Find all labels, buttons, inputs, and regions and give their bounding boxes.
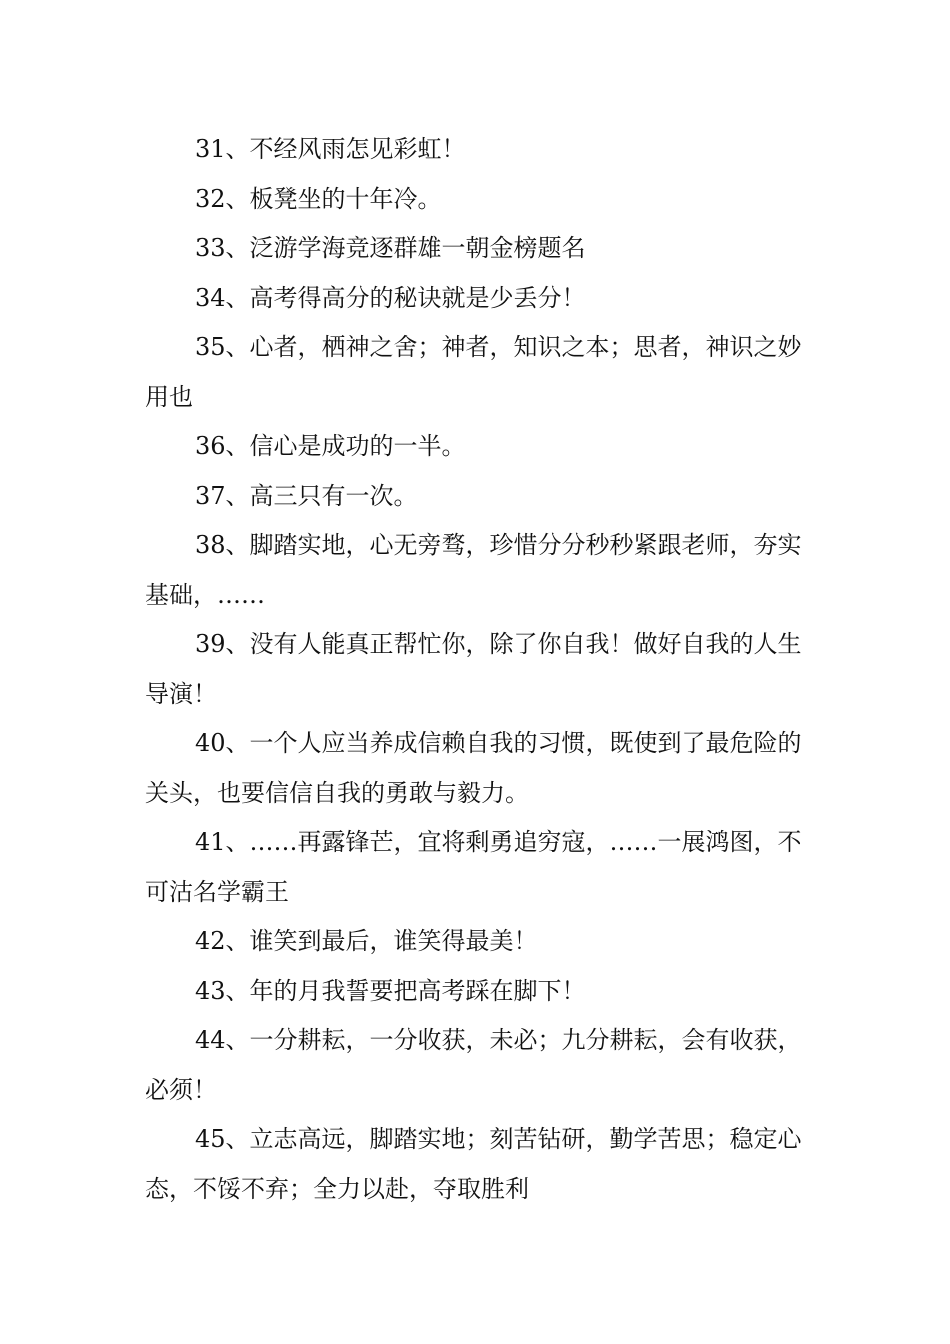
document-body [145,125,810,1214]
list-item: 39、没有人能真正帮忙你，除了你自我！做好自我的人生导演！ [145,630,802,708]
list-item: 41、……再露锋芒，宜将剩勇追穷寇，……一展鸿图，不可沽名学霸王 [145,828,802,906]
list-item: 40、一个人应当养成信赖自我的习惯，既使到了最危险的关头，也要信信自我的勇敢与毅力。 [145,729,802,807]
list-item: 42、谁笑到最后，谁笑得最美！ [195,927,538,955]
list-item: 35、心者，栖神之舍；神者，知识之本；思者，神识之妙用也 [145,333,802,411]
list-item: 31、不经风雨怎见彩虹！ [195,135,466,163]
list-item: 44、一分耕耘，一分收获，未必；九分耕耘，会有收获，必须！ [145,1026,802,1104]
list-item: 37、高三只有一次。 [195,481,418,510]
list-item: 34、高考得高分的秘诀就是少丢分！ [195,283,586,312]
list-item: 33、泛游学海竞逐群雄一朝金榜题名 [195,234,586,262]
list-item: 38、脚踏实地，心无旁骛，珍惜分分秒秒紧跟老师，夯实基础，…… [145,531,802,609]
list-item: 36、信心是成功的一半。 [195,432,466,460]
list-item: 32、板凳坐的十年冷。 [195,184,442,213]
list-item: 43、年的月我誓要把高考踩在脚下！ [195,976,586,1005]
list-item: 45、立志高远，脚踏实地；刻苦钻研，勤学苦思；稳定心态，不馁不弃；全力以赴，夺取胜利 [145,1125,802,1203]
